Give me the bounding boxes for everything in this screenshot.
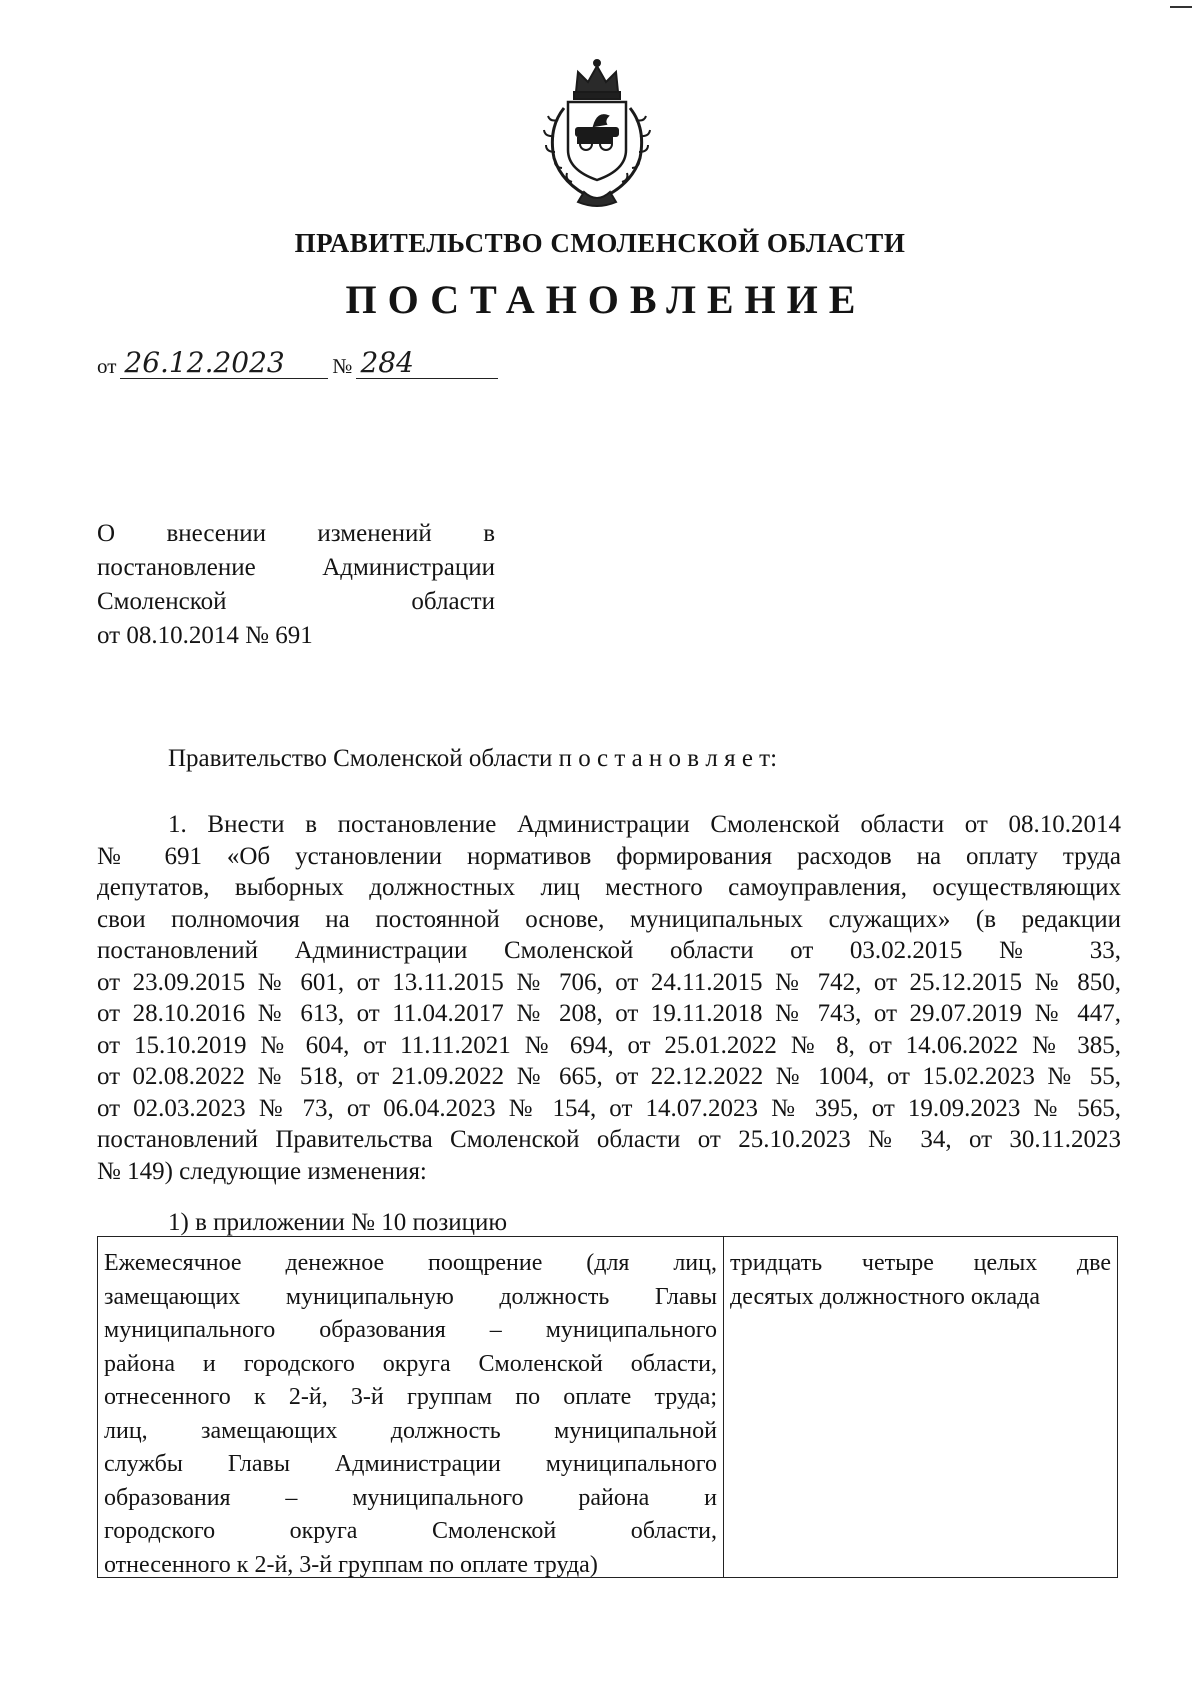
paragraph-line: от 02.08.2022 № 518, от 21.09.2022 № 665, от 22.12.2022 № 1004, от 15.02.2023 № 55, (97, 1063, 1121, 1090)
paragraph-line: № 691 «Об установлении нормативов формирования расходов на оплату труда (97, 842, 1121, 870)
scan-corner-mark (1170, 6, 1192, 8)
subject-line: О внесении изменений в (97, 520, 495, 547)
cell-line: отнесенного к 2-й, 3-й группам по оплате труда) (104, 1551, 598, 1578)
cell-line: района и городского округа Смоленской области, (104, 1350, 717, 1377)
cell-line: образования – муниципального района и (104, 1484, 717, 1511)
table-cell-position (98, 1237, 724, 1577)
cell-line: тридцать четыре целых две (730, 1250, 1111, 1276)
paragraph-line: от 23.09.2015 № 601, от 13.11.2015 № 706, от 24.11.2015 № 742, от 25.12.2015 № 850, (97, 968, 1121, 996)
smolensk-coat-of-arms-icon (538, 58, 656, 208)
paragraph-line: от 02.03.2023 № 73, от 06.04.2023 № 154, от 14.07.2023 № 395, от 19.09.2023 № 565, (97, 1094, 1121, 1122)
cell-line: десятых должностного оклада (730, 1283, 1041, 1310)
handwritten-date: 26.12.2023 (120, 348, 328, 379)
paragraph-line: 1. Внести в постановление Администрации Смоленской области от 08.10.2014 (168, 811, 1121, 838)
cell-line: службы Главы Администрации муниципального (104, 1451, 717, 1477)
cell-line: муниципального образования – муниципального (104, 1317, 717, 1343)
document-type-title: ПОСТАНОВЛЕНИЕ (345, 277, 867, 322)
paragraph-line: постановлений Администрации Смоленской области от 03.02.2015 № 33, (97, 937, 1121, 964)
date-number-line (97, 348, 502, 379)
date-prefix: от (97, 354, 117, 378)
cell-line: замещающих муниципальную должность Главы (104, 1283, 717, 1310)
paragraph-line: от 28.10.2016 № 613, от 11.04.2017 № 208, от 19.11.2018 № 743, от 29.07.2019 № 447, (97, 1000, 1121, 1027)
item-1: 1) в приложении № 10 позицию (168, 1209, 508, 1236)
paragraph-line: № 149) следующие изменения: (97, 1157, 427, 1185)
cell-line: городского округа Смоленской области, (104, 1518, 717, 1544)
resolution-intro: Правительство Смоленской области п о с т а н о в л я е т: (168, 745, 778, 772)
subject-line: постановление Администрации (97, 554, 495, 581)
cell-line: Ежемесячное денежное поощрение (для лиц, (104, 1250, 717, 1276)
table-cell-value (724, 1237, 1117, 1577)
paragraph-1 (97, 809, 1121, 1187)
number-prefix: № (332, 354, 353, 378)
paragraph-line: свои полномочия на постоянной основе, муниципальных служащих» (в редакции (97, 905, 1121, 933)
document-subject (97, 517, 495, 653)
subject-line: от 08.10.2014 № 691 (97, 622, 313, 649)
paragraph-line: от 15.10.2019 № 604, от 11.11.2021 № 694, от 25.01.2022 № 8, от 14.06.2022 № 385, (97, 1031, 1121, 1059)
position-table (97, 1236, 1118, 1578)
paragraph-line: депутатов, выборных должностных лиц местного самоуправления, осуществляющих (97, 874, 1121, 901)
organization-title: ПРАВИТЕЛЬСТВО СМОЛЕНСКОЙ ОБЛАСТИ (294, 228, 906, 258)
paragraph-line: постановлений Правительства Смоленской области от 25.10.2023 № 34, от 30.11.2023 (97, 1126, 1121, 1153)
handwritten-number: 284 (356, 348, 498, 379)
subject-line: Смоленской области (97, 588, 495, 615)
cell-line: отнесенного к 2-й, 3-й группам по оплате труда; (104, 1384, 717, 1410)
cell-line: лиц, замещающих должность муниципальной (104, 1417, 717, 1444)
